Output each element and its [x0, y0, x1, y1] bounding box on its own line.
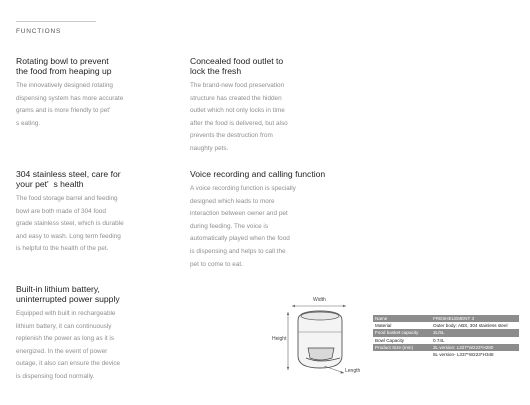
feature-title: 304 stainless steel, care for your pet' s health — [16, 169, 121, 189]
feature-concealed-outlet — [190, 56, 330, 156]
feature-title: Concealed food outlet to lock the fresh — [190, 56, 284, 76]
feature-body: Equipped with built in rechargeable lithium battery, it can continuously replenish the power as long as it is energized. In the event of power outage, it also can ensure the device is dispensing food normally. — [16, 310, 121, 380]
spec-row: Product Size (mm) 3L version: L337*W223*H280 — [373, 344, 519, 351]
feature-body: The brand-new food preservation structure has created the hidden outlet which not only locks in time after the food is delivered, but also prevents the destruction from naughty pets. — [190, 82, 288, 152]
section-label: FUNCTIONS — [16, 28, 62, 35]
feature-body: The food storage barrel and feeding bowl are both made of 304 food grade stainless steel, which is durable and easy to wash. Long term feeding is helpful to the health of the pet. — [16, 195, 124, 253]
feature-lithium-battery — [16, 284, 156, 384]
feature-rotating-bowl — [16, 56, 156, 130]
feature-stainless-steel — [16, 169, 156, 256]
spec-row: Food basket capacity 3L/5L — [373, 329, 519, 336]
spec-row: 5L version- L337*W223*H348 — [373, 351, 519, 358]
feature-body: The innovatively designed rotating dispensing system has more accurate grams and is more friendly to pet' s eating. — [16, 82, 124, 127]
spec-row: Bowl Capacity 0.74L — [373, 337, 519, 344]
spec-row: Name FRESHELEMENT 3 — [373, 315, 519, 322]
length-label: Length — [345, 368, 361, 374]
height-label: Height — [272, 336, 287, 342]
header-rule — [16, 21, 96, 22]
width-label: Width — [313, 297, 326, 303]
feature-title: Voice recording and calling function — [190, 169, 326, 179]
feature-title: Rotating bowl to prevent the food from heaping up — [16, 56, 112, 76]
spec-table — [373, 315, 519, 358]
feature-voice-recording — [190, 169, 330, 271]
spec-row: Material Outer body: ABS, 304 stainless steel — [373, 322, 519, 329]
feature-title: Built-in lithium battery, uninterrupted power supply — [16, 284, 120, 304]
feature-body: A voice recording function is specially designed which leads to more interaction between owner and pet during feeding. The voice is automatically played when the food is dispensing and helps to call the pet to come to eat. — [190, 185, 296, 268]
